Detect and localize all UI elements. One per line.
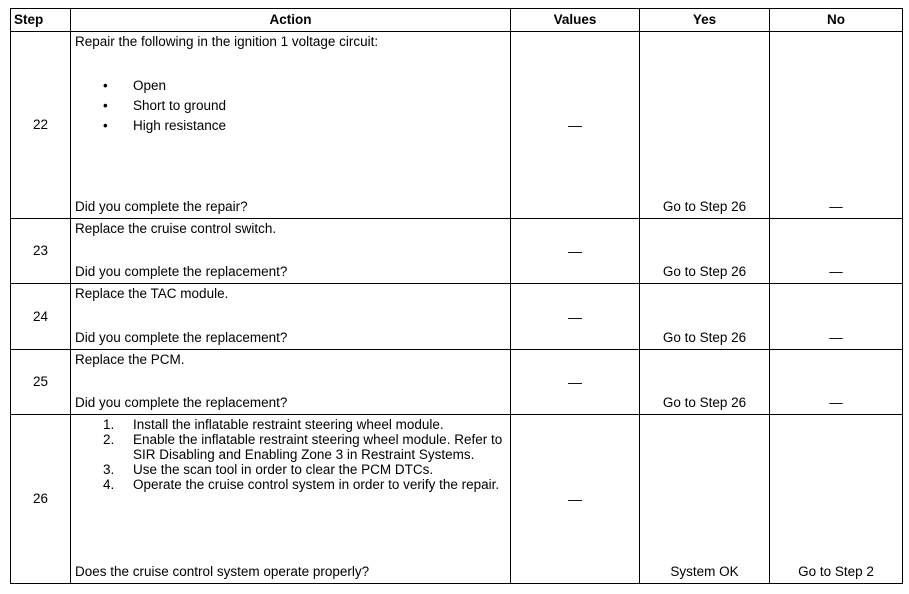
action-intro: Replace the TAC module. <box>75 286 229 301</box>
header-no: No <box>770 9 903 32</box>
yes-cell: Go to Step 26 <box>640 219 770 284</box>
no-cell: — <box>770 32 903 219</box>
list-item: • High resistance <box>103 116 506 136</box>
values-cell: — <box>511 415 640 584</box>
list-item: • Open <box>103 76 506 96</box>
step-number: 22 <box>11 32 71 219</box>
no-cell: — <box>770 350 903 415</box>
action-cell <box>71 350 511 415</box>
action-cell <box>71 284 511 350</box>
diagnostic-table <box>10 8 903 584</box>
step-number: 23 <box>11 219 71 284</box>
table-row <box>11 350 903 415</box>
list-item: 4. Operate the cruise control system in order to verify the repair. <box>103 477 500 492</box>
numbered-list <box>75 417 506 492</box>
action-question: Did you complete the replacement? <box>75 330 288 345</box>
action-question: Did you complete the replacement? <box>75 395 288 410</box>
action-question: Did you complete the replacement? <box>75 264 288 279</box>
header-row <box>11 9 903 32</box>
list-item: 1. Install the inflatable restraint steering wheel module. <box>103 417 444 432</box>
table-row <box>11 32 903 219</box>
list-item: 3. Use the scan tool in order to clear the PCM DTCs. <box>103 462 434 477</box>
action-question: Did you complete the repair? <box>75 199 248 214</box>
list-item: 2. Enable the inflatable restraint steering wheel module. Refer to SIR Disabling and Enabling Zone 3 in Restraint Systems. <box>103 432 503 462</box>
bullet-list <box>75 76 506 136</box>
action-cell <box>71 415 511 584</box>
step-number: 24 <box>11 284 71 350</box>
header-step: Step <box>11 9 71 32</box>
action-intro: Replace the cruise control switch. <box>75 221 277 236</box>
no-cell: — <box>770 219 903 284</box>
yes-cell: System OK <box>640 415 770 584</box>
no-cell: — <box>770 284 903 350</box>
table-row <box>11 415 903 584</box>
values-cell: — <box>511 350 640 415</box>
list-item: • Short to ground <box>103 96 506 116</box>
step-number: 25 <box>11 350 71 415</box>
action-question: Does the cruise control system operate properly? <box>75 564 370 579</box>
table-row <box>11 219 903 284</box>
action-intro: Replace the PCM. <box>75 352 185 367</box>
action-intro: Repair the following in the ignition 1 voltage circuit: <box>75 34 379 49</box>
header-values: Values <box>511 9 640 32</box>
action-cell <box>71 32 511 219</box>
table-row <box>11 284 903 350</box>
header-action: Action <box>71 9 511 32</box>
values-cell: — <box>511 32 640 219</box>
header-yes: Yes <box>640 9 770 32</box>
yes-cell: Go to Step 26 <box>640 32 770 219</box>
no-cell: Go to Step 2 <box>770 415 903 584</box>
yes-cell: Go to Step 26 <box>640 284 770 350</box>
action-cell <box>71 219 511 284</box>
values-cell: — <box>511 219 640 284</box>
yes-cell: Go to Step 26 <box>640 350 770 415</box>
step-number: 26 <box>11 415 71 584</box>
values-cell: — <box>511 284 640 350</box>
